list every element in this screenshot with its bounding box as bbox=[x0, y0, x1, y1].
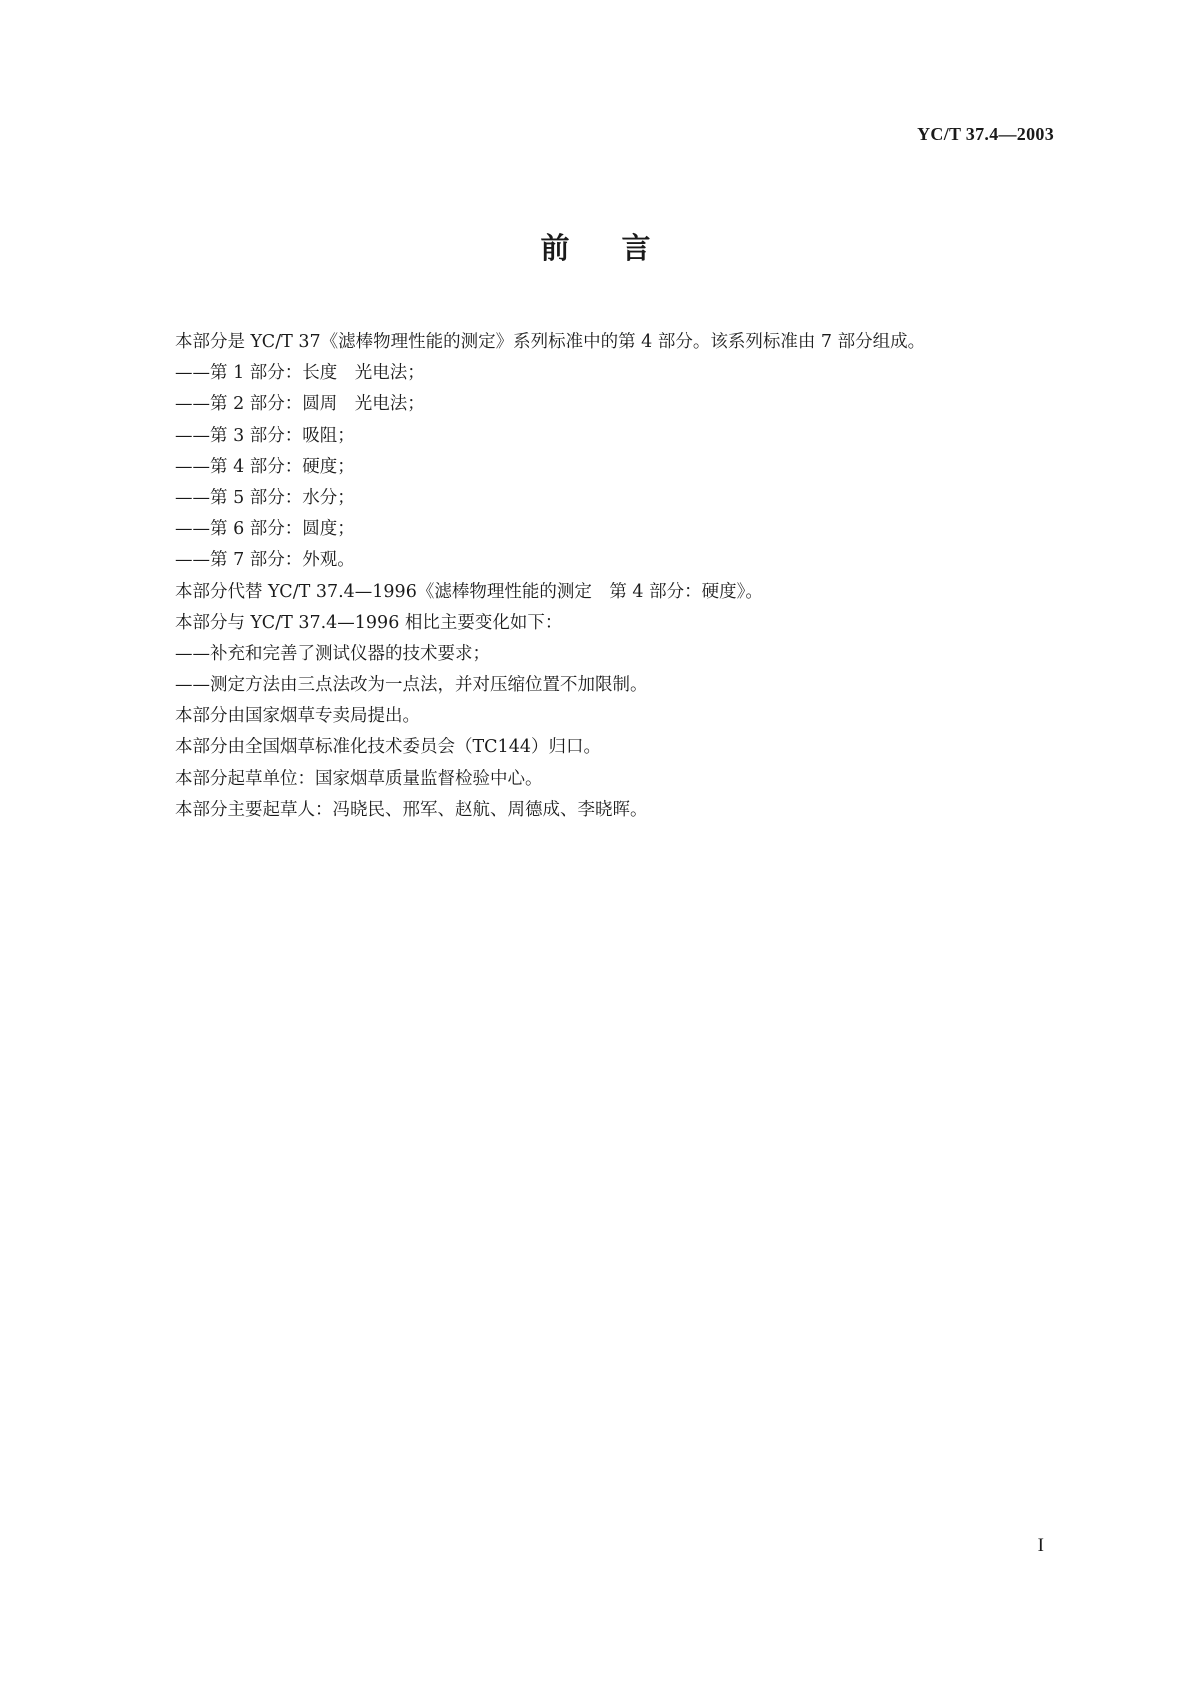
foreword-line: 本部分由国家烟草专卖局提出。 bbox=[175, 706, 420, 727]
foreword-line: 本部分与 YC/T 37.4—1996 相比主要变化如下： bbox=[175, 612, 563, 633]
foreword-line: 本部分起草单位：国家烟草质量监督检验中心。 bbox=[175, 768, 543, 789]
foreword-list-item: ——第 1 部分：长度 光电法； bbox=[175, 363, 425, 384]
foreword-list-item: ——补充和完善了测试仪器的技术要求； bbox=[175, 643, 490, 664]
foreword-list-item: ——测定方法由三点法改为一点法，并对压缩位置不加限制。 bbox=[175, 675, 648, 696]
foreword-line: 本部分代替 YC/T 37.4—1996《滤棒物理性能的测定 第 4 部分：硬度》。 bbox=[175, 581, 763, 602]
page-title-char-2: 言 bbox=[621, 231, 651, 265]
foreword-line: 本部分主要起草人：冯晓民、邢军、赵航、周德成、李晓晖。 bbox=[175, 799, 648, 820]
foreword-line: 本部分由全国烟草标准化技术委员会（TC144）归口。 bbox=[175, 737, 601, 758]
page-title-char-1: 前 bbox=[540, 231, 570, 265]
standard-code: YC/T 37.4—2003 bbox=[917, 124, 1054, 144]
foreword-list-item: ——第 4 部分：硬度； bbox=[175, 456, 355, 477]
foreword-body bbox=[175, 327, 1055, 826]
foreword-line: 本部分是 YC/T 37《滤棒物理性能的测定》系列标准中的第 4 部分。该系列标准由 7 部分组成。 bbox=[175, 332, 926, 352]
foreword-list-item: ——第 3 部分：吸阻； bbox=[175, 425, 355, 446]
foreword-list-item: ——第 7 部分：外观。 bbox=[175, 550, 355, 571]
foreword-list-item: ——第 2 部分：圆周 光电法； bbox=[175, 394, 425, 415]
page-number: I bbox=[1037, 1535, 1044, 1556]
page-title bbox=[0, 226, 1191, 267]
foreword-list-item: ——第 6 部分：圆度； bbox=[175, 519, 355, 540]
foreword-list-item: ——第 5 部分：水分； bbox=[175, 487, 355, 508]
